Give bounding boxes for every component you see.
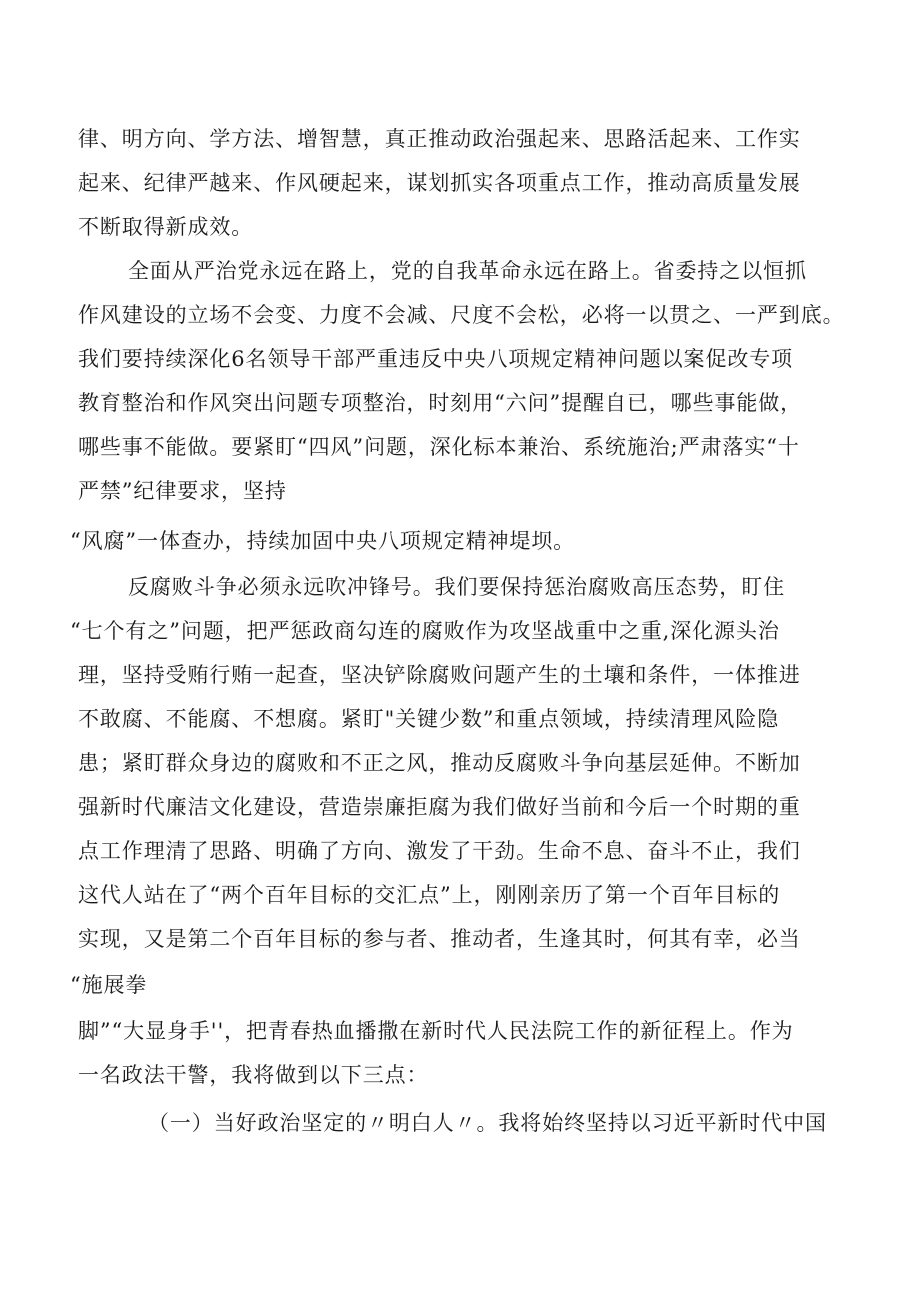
text-line-19: 实现，又是第二个百年目标的参与者、推动者，生逢其时，何其有幸，必当 [78,927,801,951]
text-line-12: “七个有之”问题，把严惩政商勾连的腐败作为攻坚战重中之重,深化源头治 [70,619,780,643]
text-line-1: 律、明方向、学方法、增智慧，真正推动政治强起来、思路活起来、工作实 [78,127,801,151]
text-line-17: 点工作理清了思路、明确了方向、激发了干劲。生命不息、奋斗不止，我们 [78,839,801,863]
text-line-3: 不断取得新成效。 [78,215,254,239]
text-line-5: 作风建设的立场不会变、力度不会减、尺度不会松，必将一以贯之、一严到底。 [78,303,845,327]
text-line-10: “风腐”一体查办，持续加固中央八项规定精神堤坝。 [70,529,576,553]
text-line-20: “施展拳 [70,973,148,997]
text-line-21: 脚”“大显身手''，把青春热血播撒在新时代人民法院工作的新征程上。作为 [78,1019,794,1043]
text-line-8: 哪些事不能做。要紧盯“四风”问题，深化标本兼治、系统施治;严肃落实“十 [78,435,800,459]
text-line-23: （一）当好政治坚定的〃明白人〃。我将始终坚持以习近平新时代中国 [148,1111,827,1135]
text-line-4: 全面从严治党永远在路上，党的自我革命永远在路上。省委持之以恒抓 [128,259,807,283]
text-line-2: 起来、纪律严越来、作风硬起来，谋划抓实各项重点工作，推动高质量发展 [78,171,801,195]
text-line-22: 一名政法干警，我将做到以下三点： [78,1063,429,1087]
text-line-18: 这代人站在了“两个百年目标的交汇点”上，刚刚亲历了第一个百年目标的 [78,883,781,907]
text-line-11: 反腐败斗争必须永远吹冲锋号。我们要保持惩治腐败高压态势，盯住 [128,575,785,599]
text-line-13: 理，坚持受贿行贿一起查，坚决铲除腐败问题产生的土壤和条件，一体推进 [78,663,801,687]
text-line-14: 不敢腐、不能腐、不想腐。紧盯"关键少数”和重点领域，持续清理风险隐 [78,707,780,731]
text-line-9: 严禁”纪律要求，坚持 [78,479,287,503]
text-line-15: 患；紧盯群众身边的腐败和不正之风，推动反腐败斗争向基层延伸。不断加 [78,751,801,775]
text-line-7: 教育整治和作风突出问题专项整治，时刻用“六问”提醒自已，哪些事能做， [78,391,803,415]
text-line-16: 强新时代廉洁文化建设，营造崇廉拒腐为我们做好当前和今后一个时期的重 [78,795,801,819]
text-line-6: 我们要持续深化6名领导干部严重违反中央八项规定精神问题以案促改专项 [78,347,794,371]
